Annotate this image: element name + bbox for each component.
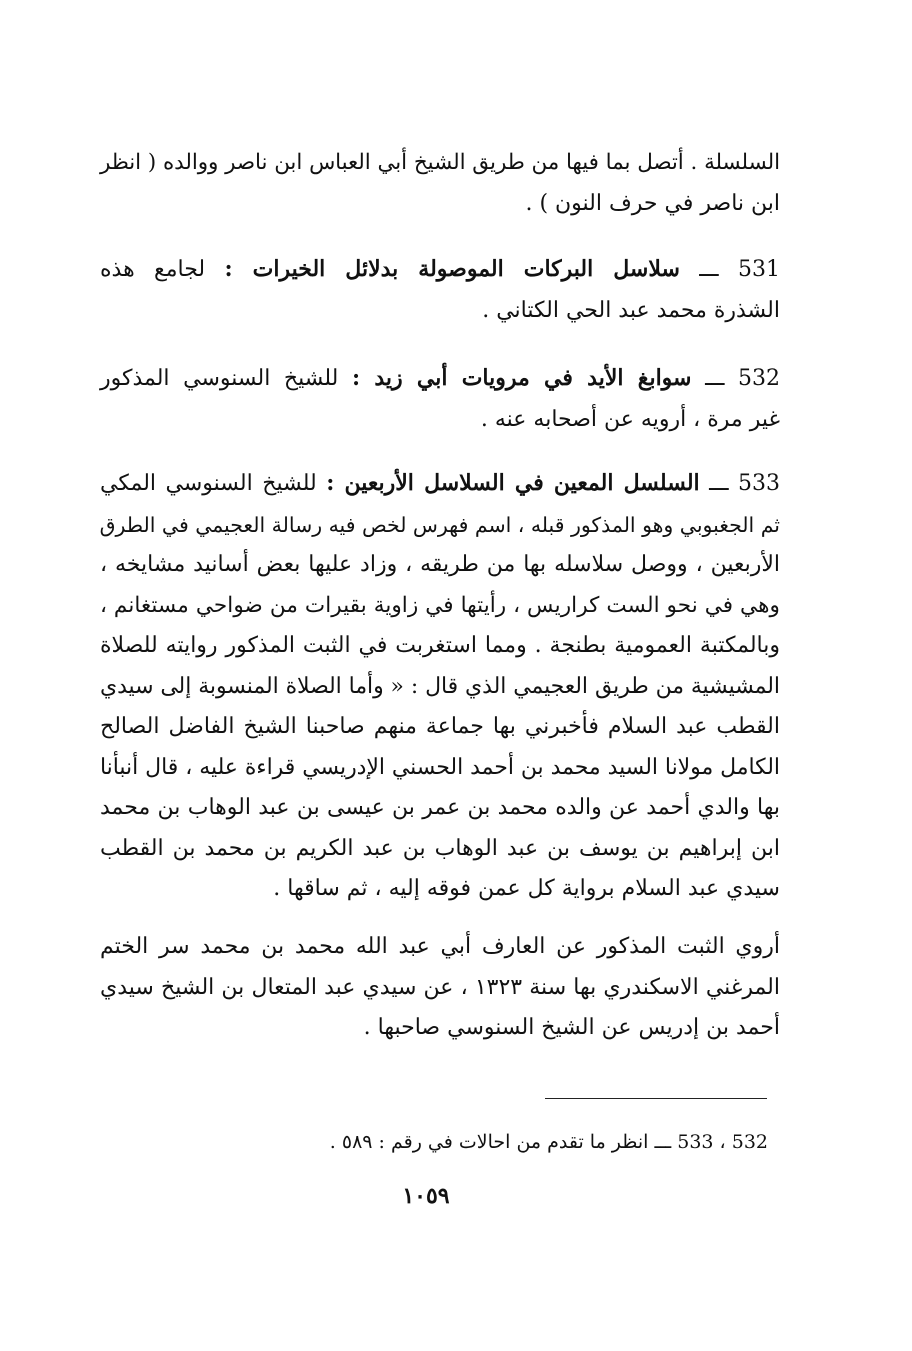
page-number: ١٠٥٩ xyxy=(402,1183,450,1209)
intro-paragraph xyxy=(100,143,780,224)
text-line: السلسلة . أتصل بما فيها من طريق الشيخ أبي العباس ابن ناصر ووالده ( انظر xyxy=(100,150,780,175)
entry-title: سوابغ الأيد في مرويات أبي زيد : xyxy=(351,365,692,391)
text-line: وبالمكتبة العمومية بطنجة . ومما استغربت في الثبت المذكور روايته للصلاة xyxy=(100,633,780,658)
text-line: غير مرة ، أرويه عن أصحابه عنه . xyxy=(480,406,780,432)
entry-532 xyxy=(100,358,780,440)
text-line: المرغني الاسكندري بها سنة ١٣٢٣ ، عن سيدي عبد المتعال بن الشيخ سيدي xyxy=(100,974,780,1000)
text-line: ابن إبراهيم بن يوسف بن عبد الوهاب بن عبد الكريم بن محمد بن القطب xyxy=(100,835,780,861)
footnote-text: انظر ما تقدم من احالات في رقم : ٥٨٩ . xyxy=(329,1131,649,1153)
entry-heading-line xyxy=(100,358,780,400)
footnote-dash: ـــ xyxy=(654,1131,672,1153)
entry-title: سلاسل البركات الموصولة بدلائل الخيرات : xyxy=(224,256,680,282)
entry-heading-line xyxy=(100,249,780,291)
footnote xyxy=(100,1124,768,1160)
footnote-separator xyxy=(545,1098,767,1099)
text-line: أروي الثبت المذكور عن العارف أبي عبد الله محمد بن محمد سر الختم xyxy=(100,934,780,959)
entry-531 xyxy=(100,249,780,331)
entry-number: 531 xyxy=(737,257,780,282)
text-line: وهي في نحو الست كراريس ، رأيتها في زاوية بقيرات من ضواحي مستغانم ، xyxy=(100,592,780,618)
text-line: ابن ناصر في حرف النون ) . xyxy=(525,190,780,216)
text-line: القطب عبد السلام فأخبرني بها جماعة منهم صاحبنا الشيخ الفاضل الصالح xyxy=(100,714,780,739)
entry-text: للشيخ السنوسي المذكور xyxy=(100,366,339,391)
text-line: الشذرة محمد عبد الحي الكتاني . xyxy=(482,297,780,323)
footnote-numbers: 532 ، 533 xyxy=(677,1131,768,1153)
entry-533 xyxy=(100,463,780,910)
narration-paragraph xyxy=(100,927,780,1049)
entry-number: 533 xyxy=(738,471,781,496)
entry-dash: ـــ xyxy=(699,257,719,282)
text-line: سيدي عبد السلام برواية كل عمن فوقه إليه ، ثم ساقها . xyxy=(273,876,780,901)
text-line: ثم الجغبوبي وهو المذكور قبله ، اسم فهرس لخص فيه رسالة العجيمي في الطرق xyxy=(99,512,780,537)
entry-text: للشيخ السنوسي المكي xyxy=(100,471,317,496)
text-line: الأربعين ، ووصل سلاسله بها من طريقه ، وزاد عليها بعض أسانيد مشايخه ، xyxy=(100,552,780,577)
entry-number: 532 xyxy=(738,366,781,391)
text-line: أحمد بن إدريس عن الشيخ السنوسي صاحبها . xyxy=(363,1015,780,1040)
entry-title: السلسل المعين في السلاسل الأربعين : xyxy=(326,470,700,496)
entry-text: لجامع هذه xyxy=(100,257,206,282)
text-line: بها والدي أحمد عن والده محمد بن عمر بن عيسى بن عبد الوهاب بن محمد xyxy=(100,795,780,820)
text-line: المشيشية من طريق العجيمي الذي قال : « وأما الصلاة المنسوبة إلى سيدي xyxy=(100,673,780,699)
entry-dash: ـــ xyxy=(705,366,725,391)
entry-heading-line xyxy=(100,463,780,505)
entry-dash: ـــ xyxy=(709,471,729,496)
text-line: الكامل مولانا السيد محمد بن أحمد الحسني الإدريسي قراءة عليه ، قال أنبأنا xyxy=(100,754,780,780)
